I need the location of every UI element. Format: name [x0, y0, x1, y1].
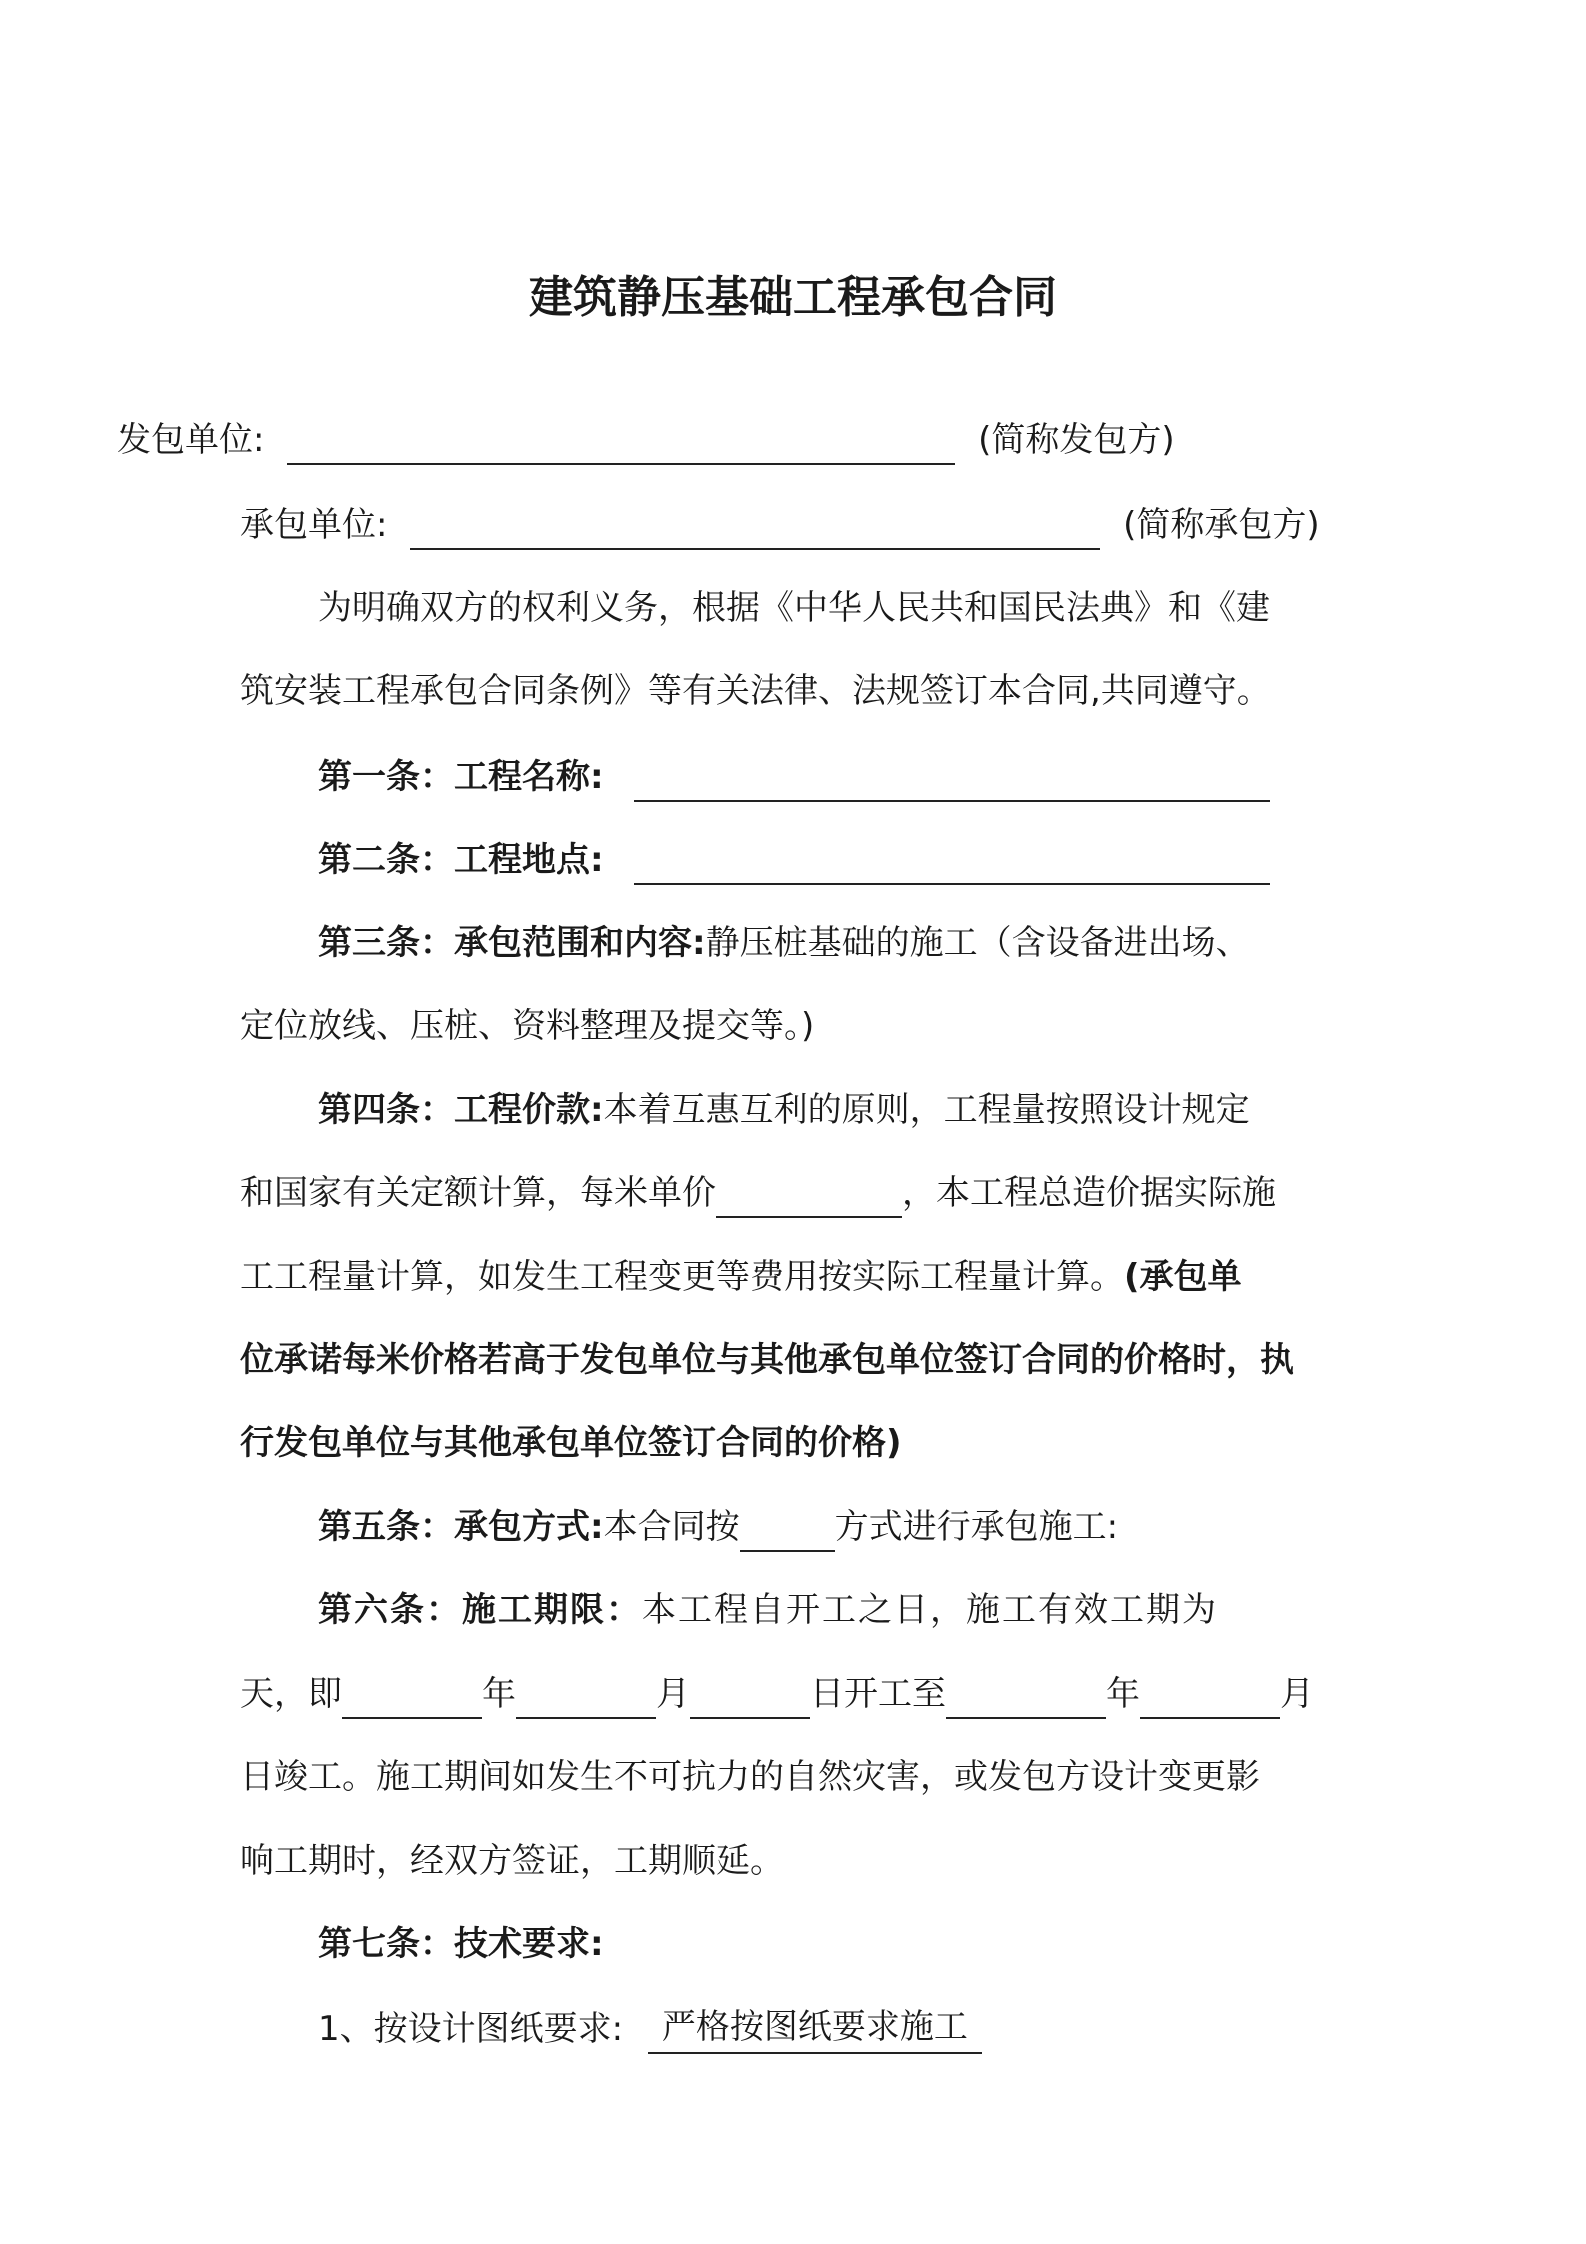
article-6-line-3: 日竣工。施工期间如发生不可抗力的自然灾害，或发包方设计变更影 [240, 1757, 1260, 1797]
employer-line [117, 415, 1175, 465]
article-4-line-5: 行发包单位与其他承包单位签订合同的价格) [240, 1423, 902, 1463]
article-6-label: 第六条：施工期限： [318, 1590, 642, 1630]
article-4-line-2-a: 和国家有关定额计算，每米单价 [240, 1173, 716, 1213]
article-3-text: 静压桩基础的施工（含设备进出场、 [705, 923, 1250, 963]
article-4-line-3-a: 工工程量计算，如发生工程变更等费用按实际工程量计算。 [240, 1257, 1124, 1297]
article-2-label: 第二条：工程地点: [318, 840, 604, 880]
article-7-label: 第七条：技术要求: [318, 1924, 604, 1964]
article-6-text: 本工程自开工之日，施工有效工期为 [642, 1590, 1218, 1630]
article-4-line-3 [240, 1252, 1242, 1302]
end-year-field[interactable] [946, 1677, 1106, 1719]
article-6-start: 日开工至 [810, 1674, 946, 1714]
start-year-field[interactable] [342, 1677, 482, 1719]
article-3-line-2: 定位放线、压桩、资料整理及提交等。) [240, 1006, 815, 1046]
article-1-line [318, 752, 1270, 802]
article-6-year-2: 年 [1106, 1674, 1140, 1714]
unit-price-field[interactable] [716, 1176, 902, 1218]
article-6-year-1: 年 [482, 1674, 516, 1714]
contract-mode-field[interactable] [740, 1510, 835, 1552]
article-7-item-1 [318, 2002, 982, 2054]
article-7-item-1-label: 1、按设计图纸要求: [318, 2009, 624, 2049]
design-requirement-field[interactable]: 严格按图纸要求施工 [648, 2002, 982, 2054]
article-4-label: 第四条：工程价款: [318, 1090, 604, 1130]
preamble-line-1: 为明确双方的权利义务，根据《中华人民共和国民法典》和《建 [318, 588, 1270, 628]
document-title: 建筑静压基础工程承包合同 [529, 272, 1057, 323]
article-4-line-2 [240, 1168, 1276, 1218]
article-6-day: 天，即 [240, 1674, 342, 1714]
preamble-line-2: 筑安装工程承包合同条例》等有关法律、法规签订本合同,共同遵守。 [240, 671, 1271, 711]
article-5-line [318, 1502, 1118, 1552]
article-3-label: 第三条：承包范围和内容: [318, 923, 706, 963]
article-6-month-2: 月 [1280, 1674, 1314, 1714]
article-5-label: 第五条：承包方式: [318, 1507, 604, 1547]
article-4-line-1 [318, 1085, 1250, 1135]
end-month-field[interactable] [1140, 1677, 1280, 1719]
contractor-label: 承包单位: [240, 505, 388, 545]
article-4-line-2-b: ，本工程总造价据实际施 [902, 1173, 1276, 1213]
article-5-text-b: 方式进行承包施工: [834, 1507, 1119, 1547]
article-2-line [318, 835, 1270, 885]
article-6-line-1 [318, 1585, 1218, 1635]
article-1-label: 第一条：工程名称: [318, 757, 604, 797]
start-month-field[interactable] [516, 1677, 656, 1719]
article-4-line-4: 位承诺每米价格若高于发包单位与其他承包单位签订合同的价格时，执 [240, 1340, 1294, 1380]
project-location-field[interactable] [634, 843, 1270, 885]
article-5-text-a: 本合同按 [603, 1507, 740, 1547]
article-4-line-3-b: (承包单 [1124, 1257, 1242, 1297]
start-day-field[interactable] [690, 1677, 810, 1719]
article-6-line-2 [240, 1669, 1314, 1719]
article-6-month-1: 月 [656, 1674, 690, 1714]
article-3-line-1 [318, 918, 1250, 968]
project-name-field[interactable] [634, 760, 1270, 802]
contractor-note: (简称承包方) [1123, 505, 1320, 545]
contractor-line [240, 500, 1320, 550]
contractor-name-field[interactable] [410, 508, 1100, 550]
employer-label: 发包单位: [117, 420, 265, 460]
employer-note: (简称发包方) [978, 420, 1175, 460]
article-6-line-4: 响工期时，经双方签证，工期顺延。 [240, 1841, 784, 1881]
employer-name-field[interactable] [287, 423, 955, 465]
article-4-text: 本着互惠互利的原则，工程量按照设计规定 [603, 1090, 1250, 1130]
